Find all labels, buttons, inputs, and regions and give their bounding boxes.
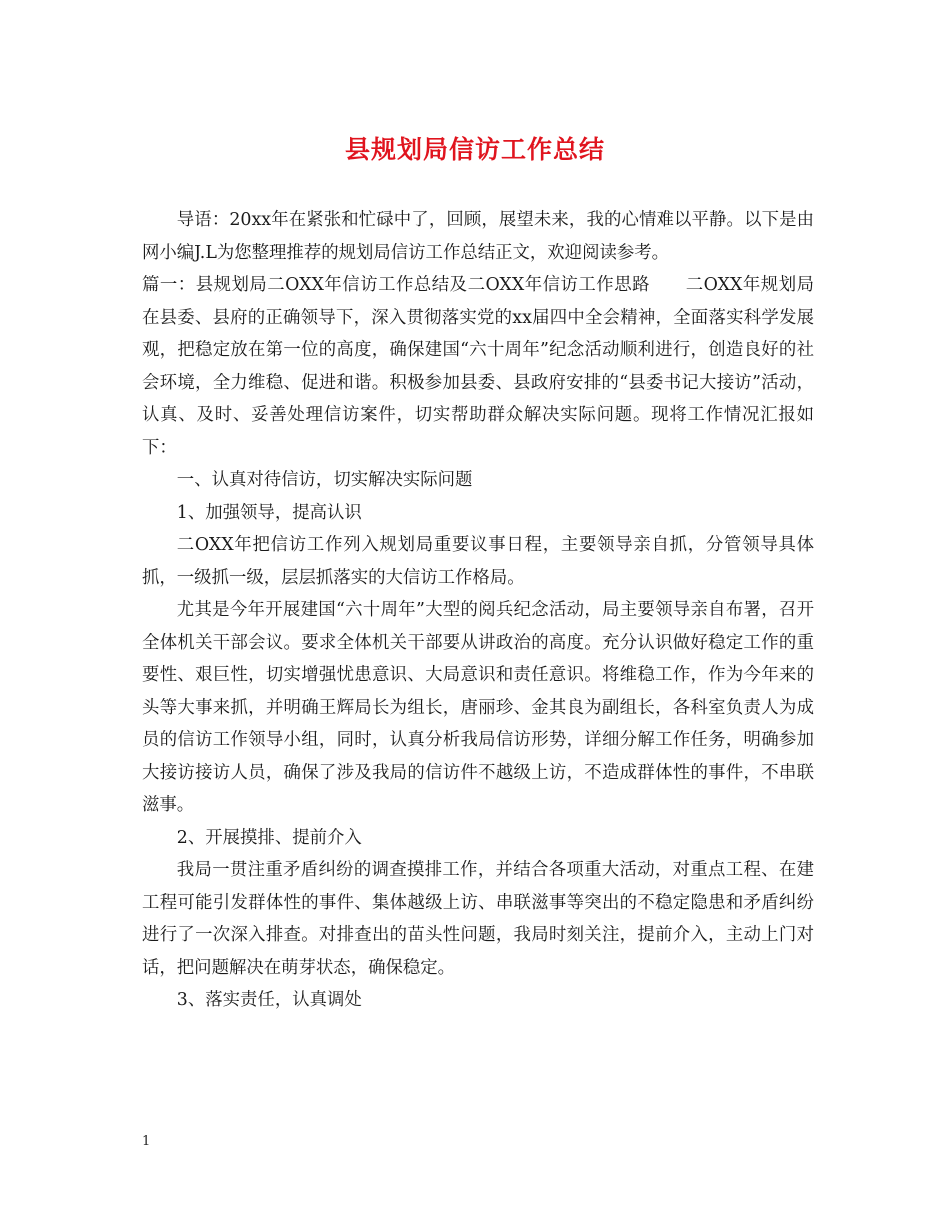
page-number: 1 bbox=[142, 1134, 151, 1149]
document-title: 县规划局信访工作总结 bbox=[344, 135, 605, 164]
document-body bbox=[142, 204, 814, 1017]
section-heading-1: 一、认真对待信访，切实解决实际问题 bbox=[176, 470, 473, 490]
paragraph-anniversary: 尤其是今年开展建国“六十周年”大型的阅兵纪念活动，局主要领导亲自布署，召开全体机关干部会议。要求全体机关干部要从讲政治的高度。充分认识做好稳定工作的重要性、艰巨性，切实增强忧患意识、大局意识和责任意识。将维稳工作，作为今年来的头等大事来抓，并明确王辉局长为组长，唐丽珍、金其良为副组长，各科室负责人为成员的信访工作领导小组，同时，认真分析我局信访形势，详细分解工作任务，明确参加大接访接访人员，确保了涉及我局的信访件不越级上访，不造成群体性的事件，不串联滋事。 bbox=[142, 600, 814, 815]
paragraph-investigation: 我局一贯注重矛盾纠纷的调查摸排工作，并结合各项重大活动，对重点工程、在建工程可能引发群体性的事件、集体越级上访、串联滋事等突出的不稳定隐患和矛盾纠纷进行了一次深入排查。对排查出的苗头性问题，我局时刻关注，提前介入，主动上门对话，把问题解决在萌芽状态，确保稳定。 bbox=[142, 860, 814, 978]
paragraph-leadership: 二OXX年把信访工作列入规划局重要议事日程，主要领导亲自抓，分管领导具体抓，一级抓一级，层层抓落实的大信访工作格局。 bbox=[142, 535, 814, 588]
paragraph-chapter-one: 篇一：县规划局二OXX年信访工作总结及二OXX年信访工作思路 二OXX年规划局在县委、县府的正确领导下，深入贯彻落实党的xx届四中全会精神，全面落实科学发展观，把稳定放在第一位的高度，确保建国“六十周年”纪念活动顺利进行，创造良好的社会环境，全力维稳、促进和谐。积极参加县委、县政府安排的“县委书记大接访”活动，认真、及时、妥善处理信访案件，切实帮助群众解决实际问题。现将工作情况汇报如下： bbox=[142, 275, 814, 458]
subheading-1: 1、加强领导，提高认识 bbox=[176, 502, 362, 523]
subheading-2: 2、开展摸排、提前介入 bbox=[176, 827, 362, 848]
paragraph-intro: 导语：20xx年在紧张和忙碌中了，回顾，展望未来，我的心情难以平静。以下是由网小编J.L为您整理推荐的规划局信访工作总结正文，欢迎阅读参考。 bbox=[142, 210, 814, 263]
subheading-3: 3、落实责任，认真调处 bbox=[176, 990, 362, 1010]
